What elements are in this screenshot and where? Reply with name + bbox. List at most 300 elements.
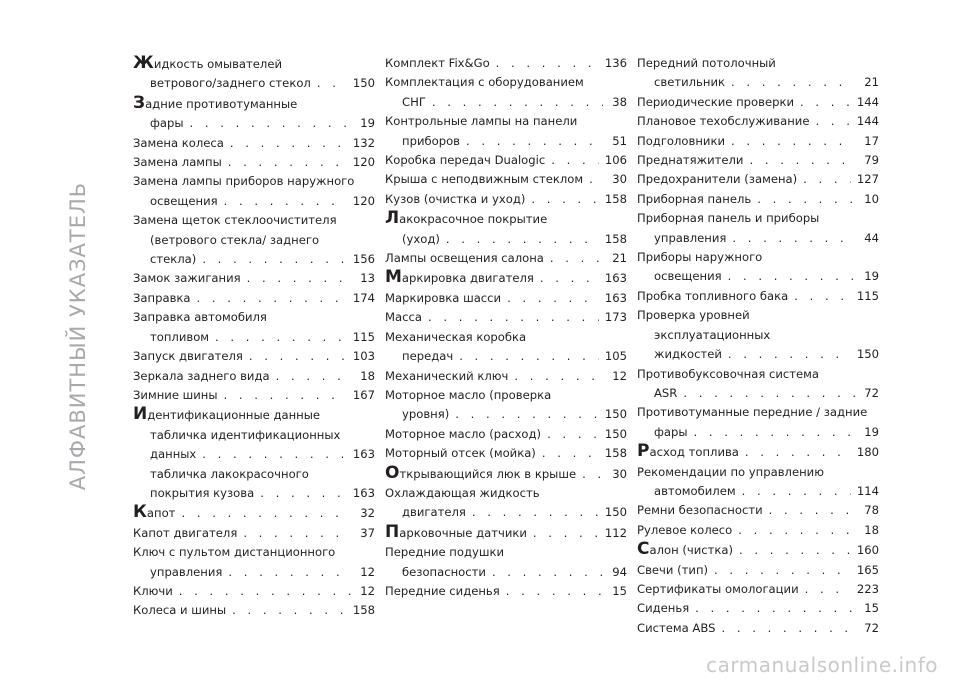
index-entry-line <box>385 347 627 366</box>
index-entry-text: Замена лампы <box>133 155 222 170</box>
section-initial-letter: К <box>133 502 147 523</box>
index-entry <box>133 465 375 504</box>
index-entry <box>385 386 627 425</box>
leader-dots <box>803 170 851 189</box>
leader-dots <box>472 503 599 522</box>
index-entry <box>133 172 375 211</box>
index-entry-line <box>133 367 375 386</box>
index-entry <box>133 269 375 288</box>
leader-dots <box>742 482 851 501</box>
leader-dots <box>317 74 347 93</box>
page-number: 30 <box>612 466 627 481</box>
page-number: 132 <box>352 135 375 150</box>
leader-dots <box>683 384 855 403</box>
index-entry-line <box>637 345 879 364</box>
index-entry <box>385 268 627 288</box>
page-number: 156 <box>352 252 375 267</box>
leader-dots <box>492 563 603 582</box>
index-entry-text: Система ABS <box>637 620 716 635</box>
index-entry-text: Приборная панель <box>637 191 752 206</box>
watermark: carmanualsonline.info <box>706 653 938 677</box>
leader-dots <box>466 132 603 151</box>
page-number: 94 <box>612 564 627 579</box>
index-entry-text: Предохранители (замена) <box>637 172 798 187</box>
index-entry-line <box>133 153 375 172</box>
index-entry-text: автомобилем <box>654 483 736 498</box>
index-entry <box>637 561 879 580</box>
index-entry-text: топливом <box>150 329 210 344</box>
index-entry-line <box>385 405 627 424</box>
index-entry-line <box>385 523 627 543</box>
index-entry-line <box>133 192 375 211</box>
index-entry <box>385 151 627 170</box>
index-entry-line <box>385 464 627 484</box>
leader-dots <box>547 425 599 444</box>
index-entry-text: Комплект Fix&Go <box>385 56 490 70</box>
index-entry <box>385 54 627 73</box>
index-entry-line <box>637 287 879 306</box>
index-entry <box>133 543 375 582</box>
index-entry-line <box>133 543 375 562</box>
leader-dots <box>531 190 598 209</box>
index-entry <box>133 405 375 425</box>
index-entry <box>637 54 879 93</box>
index-entry-text: Маркировка шасси <box>385 290 502 305</box>
index-entry <box>133 289 375 308</box>
index-entry-text: дентификационные данные <box>147 408 321 423</box>
index-entry-text: асход топлива <box>649 445 739 460</box>
index-entry-text: Кузов (очистка и уход) <box>385 191 526 206</box>
page-number: 120 <box>352 193 375 208</box>
index-entry-line <box>385 444 627 463</box>
leader-dots <box>224 192 347 211</box>
page-number: 72 <box>864 385 879 400</box>
index-entry <box>637 287 879 306</box>
index-entry-line <box>133 328 375 347</box>
leader-dots <box>749 151 855 170</box>
index-entry-text: апот <box>146 506 176 521</box>
index-entry-text: Приборы наружного <box>637 250 763 265</box>
index-entry-line <box>133 54 375 74</box>
index-entry-text: Замена колеса <box>133 135 224 150</box>
section-initial-letter: С <box>637 539 650 560</box>
index-entry-line <box>385 132 627 151</box>
index-entry-line <box>385 582 627 601</box>
leader-dots <box>228 153 347 172</box>
index-entry-text: Контрольные лампы на панели <box>385 114 578 129</box>
index-entry-line <box>385 93 627 112</box>
leader-dots <box>202 250 347 269</box>
page-number: 158 <box>604 231 627 246</box>
leader-dots <box>459 347 599 366</box>
page-number: 112 <box>604 525 627 540</box>
index-entry <box>133 367 375 386</box>
index-entry <box>133 426 375 465</box>
index-entry-line <box>133 94 375 114</box>
index-entry-line <box>637 463 879 482</box>
leader-dots <box>232 601 347 620</box>
index-entry <box>637 151 879 170</box>
page-number: 19 <box>864 424 879 439</box>
index-entry-line <box>637 384 879 403</box>
index-entry <box>385 582 627 601</box>
index-entry-line <box>385 328 627 347</box>
page-number: 12 <box>360 583 375 598</box>
section-initial-letter: З <box>133 92 146 113</box>
index-entry-line <box>385 367 627 386</box>
index-entry-line <box>133 308 375 327</box>
index-entry-text: Периодические проверки <box>637 94 794 109</box>
index-entry <box>133 308 375 347</box>
index-entry-text: Замок зажигания <box>133 271 241 286</box>
index-entry-line <box>133 250 375 269</box>
index-entry-text: Колеса и шины <box>133 603 227 618</box>
index-entry-line <box>637 229 879 248</box>
leader-dots <box>228 563 351 582</box>
leader-dots <box>805 580 851 599</box>
index-entry-line <box>133 347 375 366</box>
index-entry-text: Ремни безопасности <box>637 503 763 518</box>
page-number: 150 <box>856 347 879 362</box>
index-entry-line <box>637 501 879 520</box>
leader-dots <box>542 444 599 463</box>
index-entry-line <box>637 306 879 325</box>
index-entry-line <box>385 543 627 562</box>
index-entry-line <box>133 289 375 308</box>
index-entry-line <box>385 484 627 503</box>
page-number: 120 <box>352 155 375 170</box>
index-entry-line <box>637 365 879 384</box>
index-entry-text: Передние подушки <box>385 545 504 560</box>
leader-dots <box>202 445 347 464</box>
leader-dots <box>739 541 851 560</box>
index-entry-text: Механический ключ <box>385 368 509 383</box>
page-number: 18 <box>360 368 375 383</box>
index-entry-line <box>133 601 375 620</box>
index-entry <box>133 601 375 620</box>
index-entry-line <box>133 269 375 288</box>
index-entry-line <box>133 503 375 523</box>
page-number: 12 <box>612 368 627 383</box>
index-entry-line <box>637 442 879 462</box>
index-entry <box>133 386 375 405</box>
index-entry-text: аркировка двигателя <box>401 271 534 286</box>
index-entry-text: (уход) <box>402 231 440 246</box>
page-number: 150 <box>604 407 627 422</box>
index-entry-text: Механическая коробка <box>385 329 527 344</box>
page-number: 160 <box>856 543 879 558</box>
leader-dots <box>550 249 603 268</box>
index-entry <box>385 425 627 444</box>
index-entry-text: Подголовники <box>637 133 726 148</box>
leader-dots <box>230 134 347 153</box>
index-entry-text: СНГ <box>402 94 426 109</box>
leader-dots <box>738 521 855 540</box>
leader-dots <box>694 423 855 442</box>
index-entry-text: Зимние шины <box>133 387 218 402</box>
leader-dots <box>179 582 351 601</box>
index-entry-text: табличка лакокрасочного <box>150 466 309 481</box>
index-entry-text: акокрасочное покрытие <box>399 212 548 227</box>
index-entry-text: данных <box>150 447 197 462</box>
index-entry-line <box>637 619 879 638</box>
page-number: 180 <box>856 445 879 460</box>
index-entry-line <box>385 170 627 189</box>
leader-dots <box>249 347 347 366</box>
index-entry-line <box>637 170 879 189</box>
page-number: 19 <box>864 269 879 284</box>
index-entry-text: Моторное масло (проверка <box>385 387 552 402</box>
leader-dots <box>243 524 351 543</box>
index-entry <box>385 73 627 112</box>
index-entry-text: Ключи <box>133 583 173 598</box>
page-number: 78 <box>864 503 879 518</box>
index-entry-text: Комплектация с оборудованием <box>385 75 584 90</box>
leader-dots <box>247 269 351 288</box>
index-entry <box>133 54 375 94</box>
page-number: 44 <box>864 230 879 245</box>
index-entry <box>133 347 375 366</box>
leader-dots <box>794 287 851 306</box>
leader-dots <box>582 465 603 484</box>
index-entry-text: ветрового/заднего стекол <box>150 76 311 91</box>
page-number: 17 <box>864 133 879 148</box>
index-entry <box>385 328 627 367</box>
index-column-2 <box>385 54 627 601</box>
index-column-1 <box>133 54 375 621</box>
index-entry-text: освещения <box>150 193 218 208</box>
index-entry <box>637 93 879 112</box>
page-number: 158 <box>604 191 627 206</box>
index-entry <box>637 365 879 404</box>
page-number: 115 <box>352 329 375 344</box>
index-entry <box>637 619 879 638</box>
page-number: 127 <box>856 172 879 187</box>
page-number: 150 <box>604 505 627 520</box>
page-number: 10 <box>864 191 879 206</box>
index-entry <box>637 306 879 364</box>
leader-dots <box>455 405 599 424</box>
index-entry-text: Передние сиденья <box>385 583 500 598</box>
page-number: 32 <box>360 506 375 521</box>
page-number: 21 <box>864 75 879 90</box>
index-entry-text: Масса <box>385 310 422 325</box>
leader-dots <box>496 54 599 73</box>
leader-dots <box>276 367 351 386</box>
index-entry-text: ASR <box>654 385 678 400</box>
section-initial-letter: Ж <box>133 53 154 73</box>
index-entry-text: Моторное масло (расход) <box>385 426 542 441</box>
index-entry-text: Противотуманные передние / задние <box>637 405 868 420</box>
index-entry-text: ткрывающийся люк в крыше <box>399 466 577 481</box>
index-entry-text: двигателя <box>402 505 466 520</box>
leader-dots <box>732 229 855 248</box>
index-entry-line <box>637 482 879 501</box>
section-initial-letter: Р <box>637 441 650 462</box>
index-entry-text: передач <box>402 349 454 364</box>
leader-dots <box>757 190 855 209</box>
index-entry-line <box>637 561 879 580</box>
leader-dots <box>507 289 599 308</box>
index-entry-line <box>637 423 879 442</box>
index-entry-text: Противобуксовочная система <box>637 366 820 381</box>
index-entry <box>637 599 879 618</box>
leader-dots <box>721 619 855 638</box>
index-entry-text: Передний потолочный <box>637 56 776 70</box>
index-entry <box>637 190 879 209</box>
page-number: 115 <box>856 288 879 303</box>
page-number: 163 <box>604 271 627 286</box>
index-entry-text: Пробка топливного бака <box>637 288 789 303</box>
leader-dots <box>514 367 603 386</box>
index-entry-text: Коробка передач Dualogic <box>385 153 546 168</box>
index-entry-line <box>385 268 627 288</box>
index-entry-line <box>637 112 879 131</box>
index-entry <box>637 463 879 502</box>
page-number: 174 <box>352 290 375 305</box>
page-number: 79 <box>864 153 879 168</box>
page-number: 114 <box>856 483 879 498</box>
index-entry-text: Рекомендации по управлению <box>637 464 824 479</box>
index-entry-line <box>637 73 879 92</box>
leader-dots <box>551 151 599 170</box>
leader-dots <box>745 443 851 462</box>
index-entry-text: Капот двигателя <box>133 525 238 540</box>
index-entry-line <box>385 151 627 170</box>
index-entry-text: фары <box>150 116 184 131</box>
index-entry <box>637 580 879 599</box>
index-entry-line <box>385 386 627 405</box>
leader-dots <box>731 132 855 151</box>
index-entry-text: Замена щеток стеклоочистителя <box>133 213 337 228</box>
index-entry <box>637 540 879 560</box>
leader-dots <box>197 289 347 308</box>
index-entry-line <box>133 465 375 484</box>
index-entry-line <box>133 445 375 464</box>
index-entry-line <box>385 190 627 209</box>
leader-dots <box>815 112 850 131</box>
page-number: 19 <box>360 116 375 131</box>
index-entry-text: приборов <box>402 133 461 148</box>
index-entry <box>637 521 879 540</box>
index-entry <box>385 367 627 386</box>
section-initial-letter: М <box>385 267 402 288</box>
page-number: 15 <box>864 601 879 616</box>
index-entry-line <box>133 563 375 582</box>
index-entry-line <box>637 599 879 618</box>
index-entry-line <box>133 426 375 445</box>
leader-dots <box>800 93 851 112</box>
index-entry-text: Сертификаты омологации <box>637 581 799 596</box>
index-entry-line <box>637 248 879 267</box>
index-entry <box>385 444 627 463</box>
index-entry-line <box>637 540 879 560</box>
index-entry-text: фары <box>654 424 688 439</box>
index-entry <box>385 464 627 484</box>
section-initial-letter: П <box>385 521 400 542</box>
page-number: 12 <box>360 564 375 579</box>
index-entry <box>637 209 879 248</box>
leader-dots <box>446 230 599 249</box>
index-entry <box>637 112 879 131</box>
page-number: 37 <box>360 525 375 540</box>
leader-dots <box>506 582 603 601</box>
page-number: 163 <box>352 485 375 500</box>
index-entry-text: управления <box>654 230 727 245</box>
page-number: 167 <box>352 387 375 402</box>
index-entry <box>133 582 375 601</box>
index-entry <box>637 501 879 520</box>
index-entry-text: покрытия кузова <box>150 485 255 500</box>
index-entry-line <box>385 209 627 229</box>
index-entry-line <box>133 386 375 405</box>
leader-dots <box>769 501 855 520</box>
index-entry-line <box>133 582 375 601</box>
index-entry-line <box>385 289 627 308</box>
index-entry-line <box>133 524 375 543</box>
section-initial-letter: Л <box>385 208 400 229</box>
index-entry-line <box>637 151 879 170</box>
index-entry-text: Ключ с пультом дистанционного <box>133 545 336 560</box>
index-entry-text: Зеркала заднего вида <box>133 368 270 383</box>
leader-dots <box>540 269 599 288</box>
index-entry-text: Приборная панель и приборы <box>637 211 820 226</box>
index-entry-line <box>133 405 375 425</box>
page-number: 144 <box>856 94 879 109</box>
leader-dots <box>728 267 855 286</box>
index-entry-line <box>133 231 375 250</box>
index-entry <box>133 94 375 134</box>
index-entry-line <box>637 580 879 599</box>
index-entry-line <box>637 209 879 228</box>
index-entry <box>133 134 375 153</box>
index-entry-text: Заправка автомобиля <box>133 310 267 325</box>
page-number: 21 <box>612 251 627 266</box>
index-entry-text: табличка идентификационных <box>150 427 341 442</box>
index-entry-text: Плановое техобслуживание <box>637 114 810 129</box>
index-entry-line <box>637 403 879 422</box>
section-initial-letter: И <box>133 404 148 425</box>
page-number: 103 <box>352 349 375 364</box>
page-number: 150 <box>352 76 375 91</box>
page-number: 30 <box>612 172 627 187</box>
page-number: 158 <box>352 603 375 618</box>
page-number: 105 <box>604 349 627 364</box>
index-entry-text: Охлаждающая жидкость <box>385 485 540 500</box>
index-entry <box>637 403 879 442</box>
index-entry-line <box>385 112 627 131</box>
page-number: 13 <box>360 271 375 286</box>
index-entry-text: Крыша с неподвижным стеклом <box>385 172 584 187</box>
page-number: 223 <box>856 581 879 596</box>
leader-dots <box>190 114 351 133</box>
index-entry-text: безопасности <box>402 564 486 579</box>
index-entry-line <box>133 74 375 93</box>
index-entry <box>133 153 375 172</box>
index-entry-text: алон (чистка) <box>649 543 734 558</box>
index-entry-line <box>385 73 627 92</box>
page-number: 163 <box>352 447 375 462</box>
index-entry-text: Свечи (тип) <box>637 562 709 577</box>
index-entry-line <box>385 563 627 582</box>
index-entry <box>133 503 375 523</box>
index-entry <box>385 543 627 582</box>
index-entry <box>385 484 627 523</box>
leader-dots <box>714 561 851 580</box>
page-number: 144 <box>856 114 879 129</box>
index-entry-text: Запуск двигателя <box>133 349 243 364</box>
index-entry-text: освещения <box>654 269 722 284</box>
